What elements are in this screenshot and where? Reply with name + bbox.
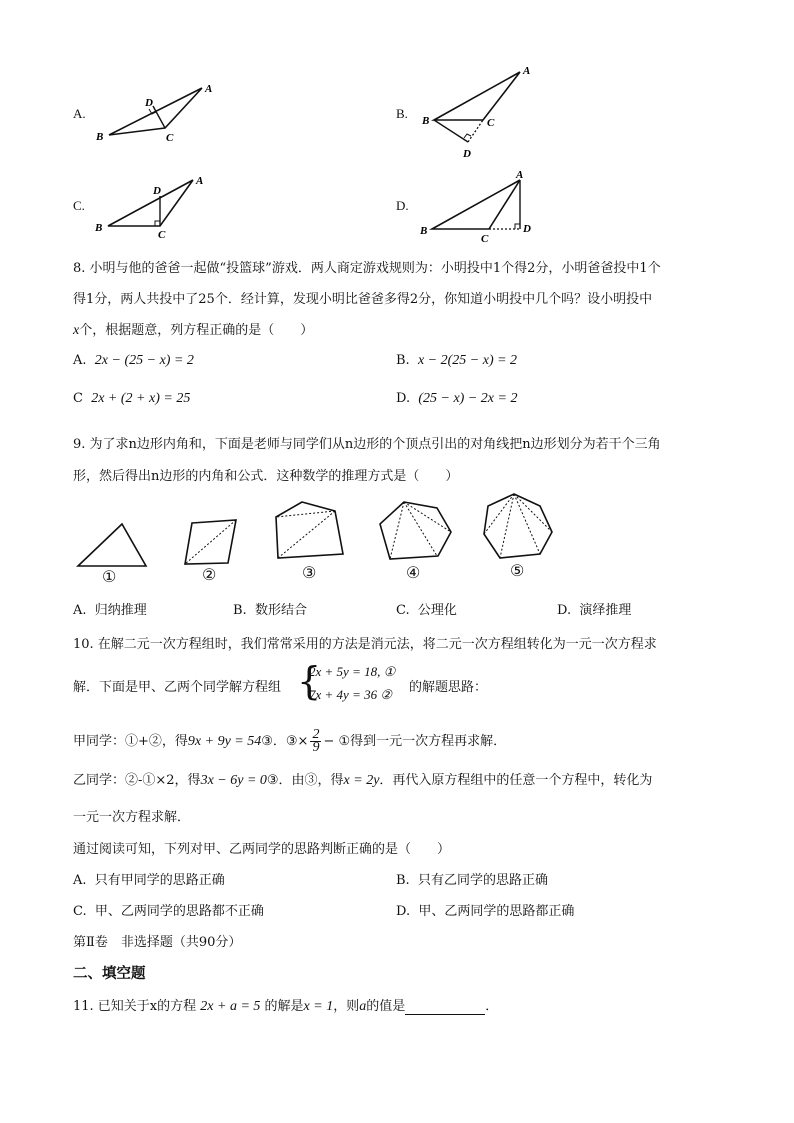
q11-answer-blank[interactable] [405, 1002, 485, 1015]
q7-option-d-letter[interactable]: D. [396, 198, 409, 213]
q7-option-c-letter[interactable]: C. [73, 198, 85, 213]
q9-option-c[interactable]: C. 公理化 [396, 603, 457, 618]
q10-stem-line-1: 10. 在解二元一次方程组时，我们常常采用的方法是消元法，将二元一次方程组转化为一元一次方程求 [73, 637, 657, 652]
figure-label-3: ③ [302, 563, 317, 582]
q10-stem-line-2: 解．下面是甲、乙两个同学解方程组 [73, 680, 282, 695]
q11-stem: 11. 已知关于x的方程 2x + a = 5 的解是x = 1，则a的值是 ． [73, 999, 499, 1014]
polygon-hexagon [380, 502, 451, 559]
polygon-pentagon [276, 502, 343, 558]
figure-label-5: ⑤ [510, 561, 525, 580]
q8-stem-line-1: 8. 小明与他的爸爸一起做“投篮球”游戏．两人商定游戏规则为：小明投中1个得2分，小明爸爸投中1个 [73, 261, 661, 276]
q10-yi-method: 乙同学：②-①×2，得3x − 6y = 0③．由③，得x = 2y．再代入原方程组中的任意一个方程中，转化为 [73, 773, 653, 788]
q8-option-a[interactable]: A. 2x − (25 − x) = 2 [73, 353, 194, 368]
vertex-label-c: C [481, 233, 489, 244]
q9-option-a[interactable]: A. 归纳推理 [73, 603, 147, 618]
vertex-label-c: C [166, 132, 174, 144]
vertex-label-a: A [516, 169, 524, 181]
fraction-2-9: $\frac{2}{9}$ [312, 727, 320, 755]
q7-figure-c [90, 170, 220, 240]
polygon-triangle [78, 524, 146, 566]
section-heading-fill-in: 二、填空题 [73, 966, 146, 982]
q9-stem-line-2: 形，然后得出n边形的内角和公式．这种数学的推理方式是（ ） [73, 469, 459, 484]
vertex-label-c: C [158, 229, 166, 240]
q10-question: 通过阅读可知，下列对甲、乙两同学的思路判断正确的是（ ） [73, 842, 451, 857]
part-2-title: 第Ⅱ卷 非选择题（共90分） [73, 935, 242, 950]
q7-option-b-letter[interactable]: B. [396, 106, 408, 121]
vertex-label-a: A [196, 175, 204, 187]
q7-figure-a [90, 80, 220, 150]
vertex-label-b: B [422, 115, 430, 127]
q10-option-c[interactable]: C. 甲、乙两同学的思路都不正确 [73, 904, 264, 919]
q10-stem-line-2-end: 的解题思路： [409, 680, 488, 695]
vertex-label-c: C [487, 117, 495, 129]
vertex-label-d: D [523, 223, 531, 235]
vertex-label-b: B [420, 225, 428, 237]
q8-stem-line-3: x个，根据题意，列方程正确的是（ ） [73, 323, 314, 338]
figure-label-2: ② [202, 565, 217, 584]
equation-system-brace: { [297, 659, 322, 703]
q10-option-a[interactable]: A. 只有甲同学的思路正确 [73, 873, 225, 888]
q10-option-d[interactable]: D. 甲、乙两同学的思路都正确 [396, 904, 575, 919]
q8-option-c[interactable]: C 2x + (2 + x) = 25 [73, 391, 191, 406]
q9-option-b[interactable]: B. 数形结合 [233, 603, 307, 618]
q9-stem-line-1: 9. 为了求n边形内角和，下面是老师与同学们从n边形的个顶点引出的对角线把n边形划分为若干个三角 [73, 437, 661, 452]
q10-option-b[interactable]: B. 只有乙同学的思路正确 [396, 873, 548, 888]
q7-figure-b [415, 62, 545, 162]
vertex-label-b: B [96, 131, 104, 143]
q10-continuation: 一元一次方程求解． [73, 810, 191, 825]
q10-equation-1: 2x + 5y = 18, ① [309, 664, 396, 679]
vertex-label-d: D [145, 97, 153, 109]
vertex-label-b: B [95, 222, 103, 234]
figure-label-1: ① [102, 567, 117, 586]
q10-equation-2: 7x + 4y = 36 ② [309, 687, 392, 702]
polygon-heptagon [484, 494, 552, 558]
q9-option-d[interactable]: D. 演绎推理 [557, 603, 632, 618]
q7-option-a-letter[interactable]: A. [73, 106, 86, 121]
vertex-label-a: A [205, 83, 213, 95]
q8-option-d[interactable]: D. (25 − x) − 2x = 2 [396, 391, 518, 406]
q9-polygon-figures [70, 492, 570, 584]
vertex-label-d: D [153, 185, 161, 197]
vertex-label-d: D [463, 148, 471, 160]
figure-label-4: ④ [406, 563, 421, 582]
q8-option-b[interactable]: B. x − 2(25 − x) = 2 [396, 353, 518, 368]
vertex-label-a: A [523, 65, 531, 77]
q8-stem-line-2: 得1分，两人共投中了25个．经计算，发现小明比爸爸多得2分，你知道小明投中几个吗？设小明投中 [73, 292, 653, 307]
q7-figure-d [415, 166, 545, 244]
q10-jia-method: 甲同学：①+②，得9x + 9y = 54③．③× $\frac{2}{9}$ − ①得到一元一次方程再求解． [73, 727, 507, 755]
